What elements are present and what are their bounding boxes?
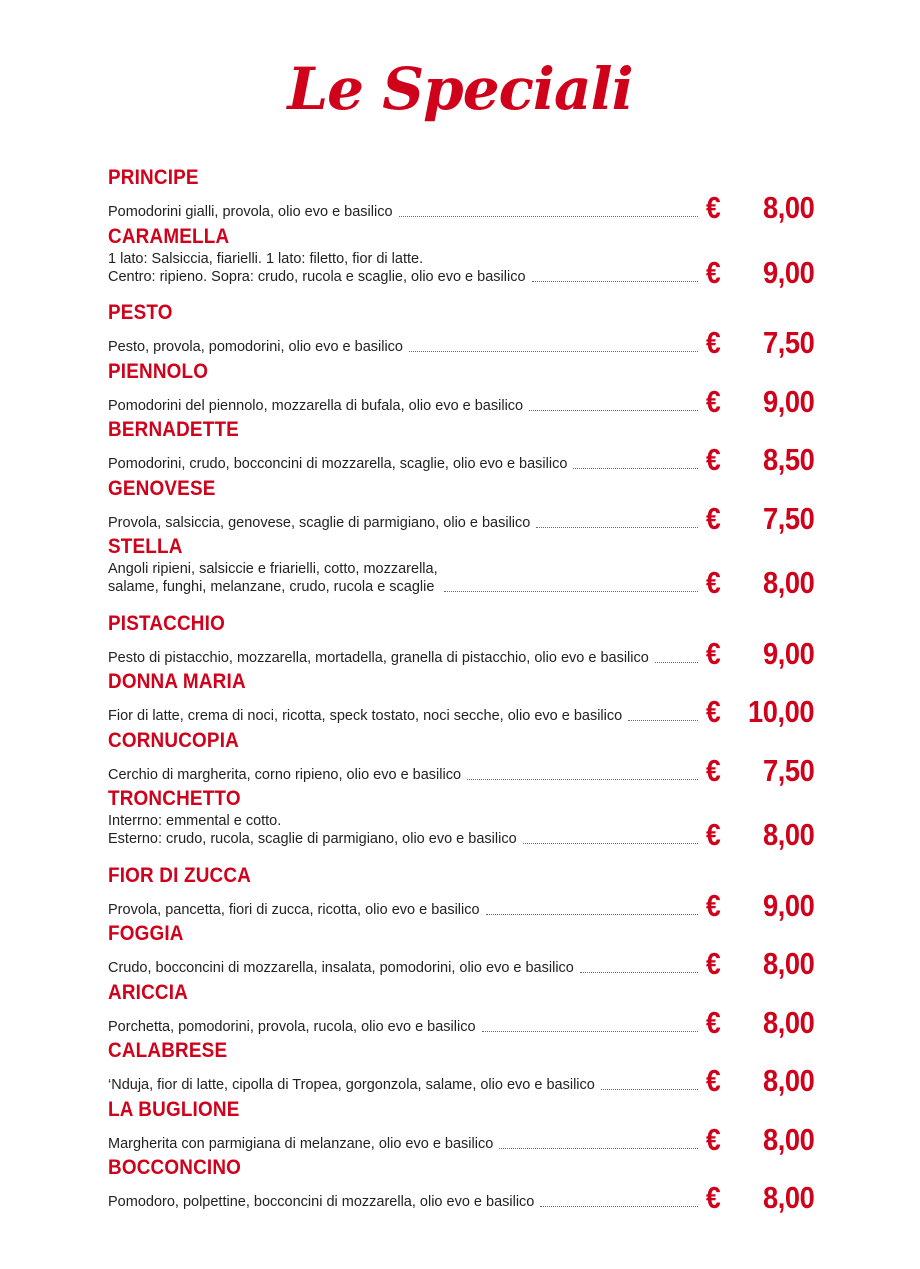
item-description-row [108, 560, 698, 596]
item-name: PIENNOLO [108, 359, 209, 383]
price-amount: 7,50 [762, 752, 814, 788]
item-body [108, 250, 814, 290]
price-amount: 8,00 [762, 1004, 814, 1040]
currency-symbol: € [706, 565, 721, 600]
menu-item [108, 863, 814, 922]
item-description: Pesto, provola, pomodorini, olio evo e basilico [108, 339, 403, 355]
item-name: FOGGIA [108, 922, 184, 945]
item-description-row [108, 707, 698, 725]
item-name: TRONCHETTO [108, 787, 241, 810]
dotted-leader [580, 972, 698, 973]
item-name: DONNA MARIA [108, 670, 246, 693]
currency-symbol: € [706, 635, 721, 671]
menu-item [108, 786, 814, 863]
item-name: LA BUGLIONE [108, 1097, 240, 1121]
price-amount: 9,00 [762, 887, 814, 923]
item-body [108, 1063, 814, 1098]
item-price [698, 566, 814, 600]
item-body [108, 694, 814, 729]
item-body [108, 635, 814, 671]
item-name: BERNADETTE [108, 418, 239, 441]
item-body [108, 560, 814, 600]
menu-item [108, 669, 814, 728]
item-description: 1 lato: Salsiccia, fiarielli. 1 lato: filetto, fior di latte. Centro: ripieno. Sopra: crudo, rucola e scaglie, olio evo e basilico [108, 250, 526, 285]
item-price [698, 443, 814, 477]
dotted-leader [409, 351, 698, 352]
item-description-row [108, 1193, 698, 1211]
dotted-leader [601, 1089, 698, 1090]
price-amount: 8,00 [762, 190, 814, 225]
item-description: Angoli ripieni, salsiccie e friarielli, cotto, mozzarella, salame, funghi, melanzane, crudo, rucola e scaglie [108, 561, 438, 595]
item-description-row [108, 766, 698, 784]
item-price [698, 1123, 814, 1157]
price-amount: 8,00 [762, 1180, 814, 1215]
price-amount: 8,00 [762, 817, 814, 852]
item-description: Fior di latte, crema di noci, ricotta, speck tostato, noci secche, olio evo e basilico [108, 708, 623, 724]
menu-list [108, 165, 814, 1214]
item-description-row [108, 455, 698, 473]
item-description: Pomodorini del piennolo, mozzarella di bufala, olio evo e basilico [108, 397, 524, 414]
item-body [108, 887, 814, 923]
menu-item [108, 359, 814, 418]
dotted-leader [536, 527, 698, 528]
item-description: Cerchio di margherita, corno ripieno, olio evo e basilico [108, 766, 462, 783]
currency-symbol: € [706, 254, 721, 290]
item-description: ‘Nduja, fior di latte, cipolla di Tropea, gorgonzola, salame, olio evo e basilico [108, 1077, 595, 1093]
item-body [108, 383, 814, 419]
currency-symbol: € [706, 887, 721, 923]
dotted-leader [467, 779, 698, 780]
dotted-leader [628, 720, 698, 721]
currency-symbol: € [706, 694, 721, 729]
item-body [108, 812, 814, 852]
dotted-leader [482, 1031, 698, 1032]
item-price [698, 1181, 814, 1215]
menu-item [108, 534, 814, 611]
item-name: CALABRESE [108, 1039, 228, 1062]
price-amount: 9,00 [762, 383, 814, 419]
item-description-row [108, 397, 698, 415]
item-name: CARAMELLA [108, 224, 230, 248]
item-body [108, 500, 814, 536]
currency-symbol: € [706, 383, 721, 419]
item-price [698, 1006, 814, 1040]
item-price [698, 385, 814, 419]
item-body [108, 325, 814, 360]
menu-item [108, 728, 814, 787]
item-description-row [108, 250, 698, 286]
item-name: PISTACCHIO [108, 611, 225, 635]
menu-title: Le Speciali [287, 55, 633, 123]
currency-symbol: € [706, 817, 721, 852]
item-description-row [108, 1018, 698, 1036]
item-description-row [108, 1135, 698, 1153]
dotted-leader [529, 410, 698, 411]
menu-item [108, 300, 814, 359]
item-description: Interrno: emmental e cotto. Esterno: crudo, rucola, scaglie di parmigiano, olio evo e basilico [108, 813, 517, 847]
item-name: PESTO [108, 301, 173, 324]
menu-item [108, 1038, 814, 1097]
item-name: STELLA [108, 535, 183, 558]
currency-symbol: € [706, 190, 721, 225]
item-price [698, 947, 814, 981]
item-body [108, 1004, 814, 1040]
item-name: PRINCIPE [108, 166, 199, 189]
item-description: Pomodorini gialli, provola, olio evo e basilico [108, 204, 393, 220]
currency-symbol: € [706, 1121, 721, 1157]
currency-symbol: € [706, 442, 721, 477]
item-price [698, 695, 814, 729]
item-price [698, 889, 814, 923]
price-amount: 7,50 [762, 500, 814, 536]
item-description-row [108, 649, 698, 667]
price-amount: 10,00 [747, 694, 814, 729]
menu-item [108, 1155, 814, 1214]
menu-item [108, 980, 814, 1039]
item-description-row [108, 203, 698, 221]
item-description: Pomodoro, polpettine, bocconcini di mozzarella, olio evo e basilico [108, 1194, 535, 1210]
item-description-row [108, 959, 698, 977]
item-description-row [108, 812, 698, 848]
item-name: FIOR DI ZUCCA [108, 863, 252, 887]
dotted-leader [444, 591, 698, 592]
item-description: Porchetta, pomodorini, provola, rucola, olio evo e basilico [108, 1018, 476, 1035]
item-price [698, 637, 814, 671]
currency-symbol: € [706, 752, 721, 788]
item-body [108, 1180, 814, 1215]
item-body [108, 752, 814, 788]
item-description: Provola, pancetta, fiori di zucca, ricotta, olio evo e basilico [108, 901, 480, 918]
item-body [108, 1121, 814, 1157]
dotted-leader [540, 1206, 698, 1207]
currency-symbol: € [706, 1004, 721, 1040]
menu-item [108, 224, 814, 301]
item-description: Crudo, bocconcini di mozzarella, insalata, pomodorini, olio evo e basilico [108, 960, 574, 976]
item-price [698, 754, 814, 788]
price-amount: 8,00 [762, 565, 814, 600]
currency-symbol: € [706, 946, 721, 981]
menu-item [108, 476, 814, 535]
price-amount: 8,00 [762, 1063, 814, 1098]
item-price [698, 1064, 814, 1098]
item-name: CORNUCOPIA [108, 728, 239, 752]
currency-symbol: € [706, 1063, 721, 1098]
menu-item [108, 1097, 814, 1156]
price-amount: 8,00 [762, 946, 814, 981]
price-amount: 7,50 [762, 325, 814, 360]
dotted-leader [499, 1148, 698, 1149]
price-amount: 8,50 [762, 442, 814, 477]
menu-item [108, 165, 814, 224]
item-price [698, 502, 814, 536]
menu-item [108, 611, 814, 670]
currency-symbol: € [706, 1180, 721, 1215]
dotted-leader [655, 662, 698, 663]
item-body [108, 442, 814, 477]
currency-symbol: € [706, 500, 721, 536]
dotted-leader [486, 914, 698, 915]
price-amount: 8,00 [762, 1121, 814, 1157]
price-amount: 9,00 [762, 254, 814, 290]
item-price [698, 818, 814, 852]
price-amount: 9,00 [762, 635, 814, 671]
currency-symbol: € [706, 325, 721, 360]
item-description: Pomodorini, crudo, bocconcini di mozzarella, scaglie, olio evo e basilico [108, 456, 568, 472]
item-name: ARICCIA [108, 980, 189, 1004]
menu-item [108, 417, 814, 476]
item-price [698, 256, 814, 290]
dotted-leader [399, 216, 698, 217]
dotted-leader [532, 281, 698, 282]
item-description: Margherita con parmigiana di melanzane, olio evo e basilico [108, 1135, 494, 1152]
item-name: BOCCONCINO [108, 1156, 242, 1179]
item-name: GENOVESE [108, 476, 216, 500]
item-price [698, 326, 814, 360]
item-body [108, 946, 814, 981]
item-description: Provola, salsiccia, genovese, scaglie di parmigiano, olio e basilico [108, 514, 531, 531]
item-description-row [108, 1076, 698, 1094]
dotted-leader [573, 468, 698, 469]
dotted-leader [523, 843, 698, 844]
item-description-row [108, 338, 698, 356]
item-price [698, 191, 814, 225]
item-description: Pesto di pistacchio, mozzarella, mortadella, granella di pistacchio, olio evo e basilico [108, 649, 649, 666]
item-description-row [108, 901, 698, 919]
item-body [108, 190, 814, 225]
menu-item [108, 921, 814, 980]
item-description-row [108, 514, 698, 532]
